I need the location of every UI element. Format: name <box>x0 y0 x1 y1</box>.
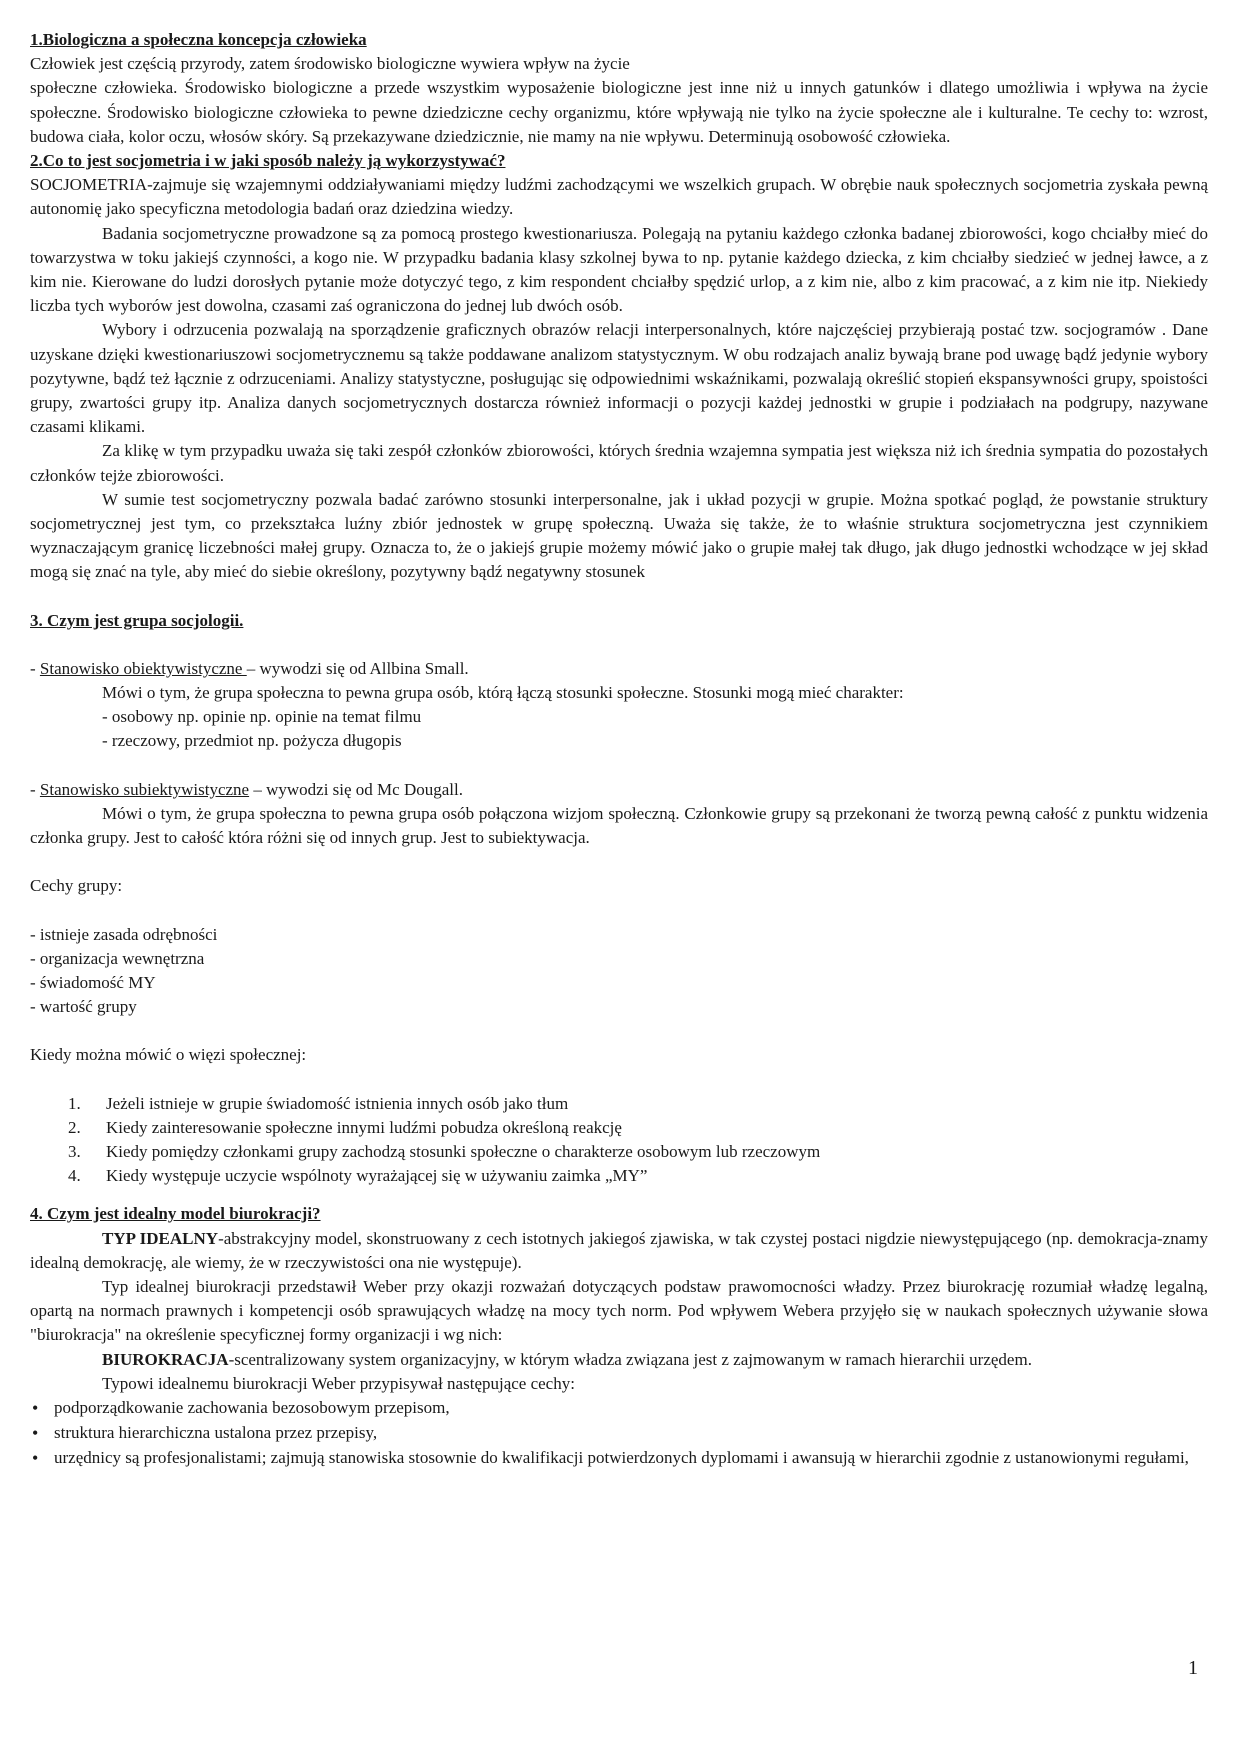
weber-features-intro: Typowi idealnemu biurokracji Weber przypisywał następujące cechy: <box>102 1373 575 1393</box>
group-feature-item: - istnieje zasada odrębności <box>30 924 218 944</box>
group-feature-item: - organizacja wewnętrzna <box>30 948 205 968</box>
list-item-text: struktura hierarchiczna ustalona przez przepisy, <box>54 1423 378 1443</box>
list-item <box>30 1396 1208 1421</box>
objective-stance-origin: – wywodzi się od Allbina Small. <box>246 658 469 678</box>
objective-stance-line <box>30 657 1208 681</box>
list-item <box>30 1092 1208 1116</box>
subjective-stance-term: Stanowisko subiektywistyczne <box>39 779 250 799</box>
list-item <box>30 1446 1208 1471</box>
bullet-icon <box>30 1396 54 1421</box>
subjective-stance-line <box>30 778 1208 802</box>
section-1-paragraph: społeczne człowieka. Środowisko biologiczne a przede wszystkim wyposażenie biologiczne jest inne niż u innych gatunków i dlatego umożliwia i wpływa na życie społeczne. Środowisko biologiczne człowieka to pewne dziedziczne cechy organizmu, które wpływają nie tylko na życie społeczne ale i kulturalne. Te cechy to: wzrost, budowa ciała, kolor oczu, włosów skóry. Są przekazywane dziedzicznie, nie mamy na nie wpływu. Determinują osobowość człowieka. <box>30 78 1208 146</box>
section-2-paragraph-3: Wybory i odrzucenia pozwalają na sporządzenie graficznych obrazów relacji interpersonalnych, które najczęściej przybierają postać tzw. socjogramów . Dane uzyskane dzięki kwestionariuszowi socjometrycznemu są także poddawane analizom statystycznym. W obu rodzajach analiz bywają brane pod uwagę bądź jedynie wybory pozytywne, bądź też łącznie z odrzuceniami. Analizy statystyczne, posługując się odpowiednimi wskaźnikami, pozwalają określić stopień ekspansywności grupy, spoistości grupy, zwartości grupy itp. Analiza danych socjometrycznych dostarcza również informacji o pozycji każdej jednostki w grupie i podziałach na podgrupy, nazywane czasami klikami. <box>30 320 1208 437</box>
section-1-heading: 1.Biologiczna a społeczna koncepcja człowieka <box>30 30 367 49</box>
list-item-number: 3. <box>68 1141 81 1161</box>
section-2-paragraph-4: Za klikę w tym przypadku uważa się taki zespół członków zbiorowości, których średnia wzajemna sympatia jest większa niż ich średnia sympatia do pozostałych członków tejże zbiorowości. <box>30 441 1208 485</box>
spacer <box>30 1068 1208 1092</box>
bureaucracy-definition <box>30 1348 1208 1372</box>
bullet-icon <box>30 1421 54 1446</box>
social-bond-title: Kiedy można mówić o więzi społecznej: <box>30 1045 307 1065</box>
list-item <box>30 1421 1208 1446</box>
subjective-stance-prefix: - <box>30 779 40 799</box>
objective-stance-prefix: - <box>30 658 40 678</box>
page-number: 1 <box>1188 1657 1198 1679</box>
subjective-stance-description: Mówi o tym, że grupa społeczna to pewna grupa osób połączona wizjom społeczną. Członkowie grupy są przekonani że tworzą pewną całość z punktu widzenia członka grupy. Jest to całość która różni się od innych grup. Jest to subiektywacja. <box>30 803 1208 848</box>
spacer <box>30 1019 1208 1043</box>
spacer <box>30 899 1208 923</box>
list-item-text: podporządkowanie zachowania bezosobowym przepisom, <box>54 1397 450 1417</box>
objective-stance-personal: - osobowy np. opinie np. opinie na temat filmu <box>102 707 422 727</box>
ideal-type-definition <box>30 1227 1208 1275</box>
ideal-type-term: TYP IDEALNY <box>102 1228 219 1248</box>
list-item <box>30 1140 1208 1164</box>
group-features-title: Cechy grupy: <box>30 876 123 896</box>
list-item <box>30 1164 1208 1188</box>
section-2-heading: 2.Co to jest socjometria i w jaki sposób należy ją wykorzystywać? <box>30 151 506 171</box>
list-item-text: Jeżeli istnieje w grupie świadomość istnienia innych osób jako tłum <box>106 1093 569 1113</box>
list-item-text: urzędnicy są profesjonalistami; zajmują stanowiska stosownie do kwalifikacji potwierdzonych dyplomami i awansują w hierarchii zgodnie z ustanowionymi regułami, <box>54 1448 1189 1468</box>
bureaucracy-term: BIUROKRACJA <box>102 1349 229 1369</box>
spacer <box>30 585 1208 609</box>
bureaucracy-text: -scentralizowany system organizacyjny, w którym władza związana jest z zajmowanym w ramach hierarchii urzędem. <box>228 1349 1032 1369</box>
social-bond-list <box>30 1092 1208 1189</box>
section-2-paragraph-1: SOCJOMETRIA-zajmuje się wzajemnymi oddziaływaniami między ludźmi zachodzącymi we wszelkich grupach. W obrębie nauk społecznych socjometria zyskała pewną autonomię jako specyficzna metodologia badań oraz dziedzina wiedzy. <box>30 175 1208 219</box>
section-3-heading: 3. Czym jest grupa socjologii. <box>30 610 244 630</box>
group-feature-item: - świadomość MY <box>30 972 156 992</box>
section-2-paragraph-5: W sumie test socjometryczny pozwala badać zarówno stosunki interpersonalne, jak i układ pozycji w grupie. Można spotkać pogląd, że powstanie struktury socjometrycznej jest tym, co przekształca luźny zbiór jednostek w grupę społeczną. Uważa się także, że to właśnie struktura socjometryczna jest czynnikiem wyznaczającym granicę liczebności małej grupy. Oznacza to, że o jakiejś grupie możemy mówić jako o grupie małej tak długo, jak długo jednostki wchodzące w jej skład mogą się znać na tyle, aby mieć do siebie określony, pozytywny bądź negatywny stosunek <box>30 489 1208 582</box>
weber-bureaucracy-paragraph: Typ idealnej biurokracji przedstawił Weber przy okazji rozważań dotyczących podstaw prawomocności władzy. Przez biurokrację rozumiał władzę legalną, opartą na normach prawnych i kompetencji osób sprawujących władzę na mocy tych norm. Pod wpływem Webera przyjęło się w naukach społecznych używanie słowa "biurokracja" na określenie specyficznej formy organizacji i wg nich: <box>30 1276 1208 1345</box>
list-item <box>30 1116 1208 1140</box>
bureaucracy-features-list <box>30 1396 1208 1472</box>
spacer <box>30 633 1208 657</box>
spacer <box>30 850 1208 874</box>
list-item-number: 1. <box>68 1093 81 1113</box>
group-feature-item: - wartość grupy <box>30 997 137 1017</box>
objective-stance-material: - rzeczowy, przedmiot np. pożycza długopis <box>102 731 402 751</box>
spacer <box>30 754 1208 778</box>
subjective-stance-origin: – wywodzi się od Mc Dougall. <box>249 779 463 799</box>
list-item-number: 2. <box>68 1117 81 1137</box>
ideal-type-text: -abstrakcyjny model, skonstruowany z cech istotnych jakiegoś zjawiska, w tak czystej postaci nigdzie niewystępującego (np. demokracja-znamy idealną demokrację, ale wiemy, że w rzeczywistości ona nie występuje). <box>30 1228 1208 1272</box>
objective-stance-term: Stanowisko obiektywistyczne <box>39 658 247 678</box>
spacer <box>30 1188 1208 1202</box>
bullet-icon <box>30 1446 54 1471</box>
objective-stance-description: Mówi o tym, że grupa społeczna to pewna grupa osób, którą łączą stosunki społeczne. Stosunki mogą mieć charakter: <box>102 683 904 703</box>
section-1-line: Człowiek jest częścią przyrody, zatem środowisko biologiczne wywiera wpływ na życie <box>30 54 630 74</box>
list-item-text: Kiedy zainteresowanie społeczne innymi ludźmi pobudza określoną reakcję <box>106 1117 622 1137</box>
list-item-text: Kiedy pomiędzy członkami grupy zachodzą stosunki społeczne o charakterze osobowym lub rzeczowym <box>106 1141 821 1161</box>
list-item-text: Kiedy występuje uczycie wspólnoty wyrażającej się w używaniu zaimka „MY” <box>106 1166 648 1186</box>
list-item-number: 4. <box>68 1166 81 1186</box>
section-2-paragraph-2: Badania socjometryczne prowadzone są za pomocą prostego kwestionariusza. Polegają na pytaniu każdego członka badanej zbiorowości, kogo chciałby mieć do towarzystwa w toku jakiejś czynności, a kogo nie. W przypadku badania klasy szkolnej bywa to np. pytanie każdego dziecka, z kim chciałby siedzieć w jednej ławce, a z kim nie. Kierowane do ludzi dorosłych pytanie może dotyczyć tego, z kim respondent chciałby spędzić urlop, a z kim nie, albo z kim pracować, a z kim nie itp. Niekiedy liczba tych wyborów jest dowolna, czasami zaś ograniczona do jednej lub dwóch osób. <box>30 223 1208 316</box>
section-4-heading: 4. Czym jest idealny model biurokracji? <box>30 1204 321 1224</box>
